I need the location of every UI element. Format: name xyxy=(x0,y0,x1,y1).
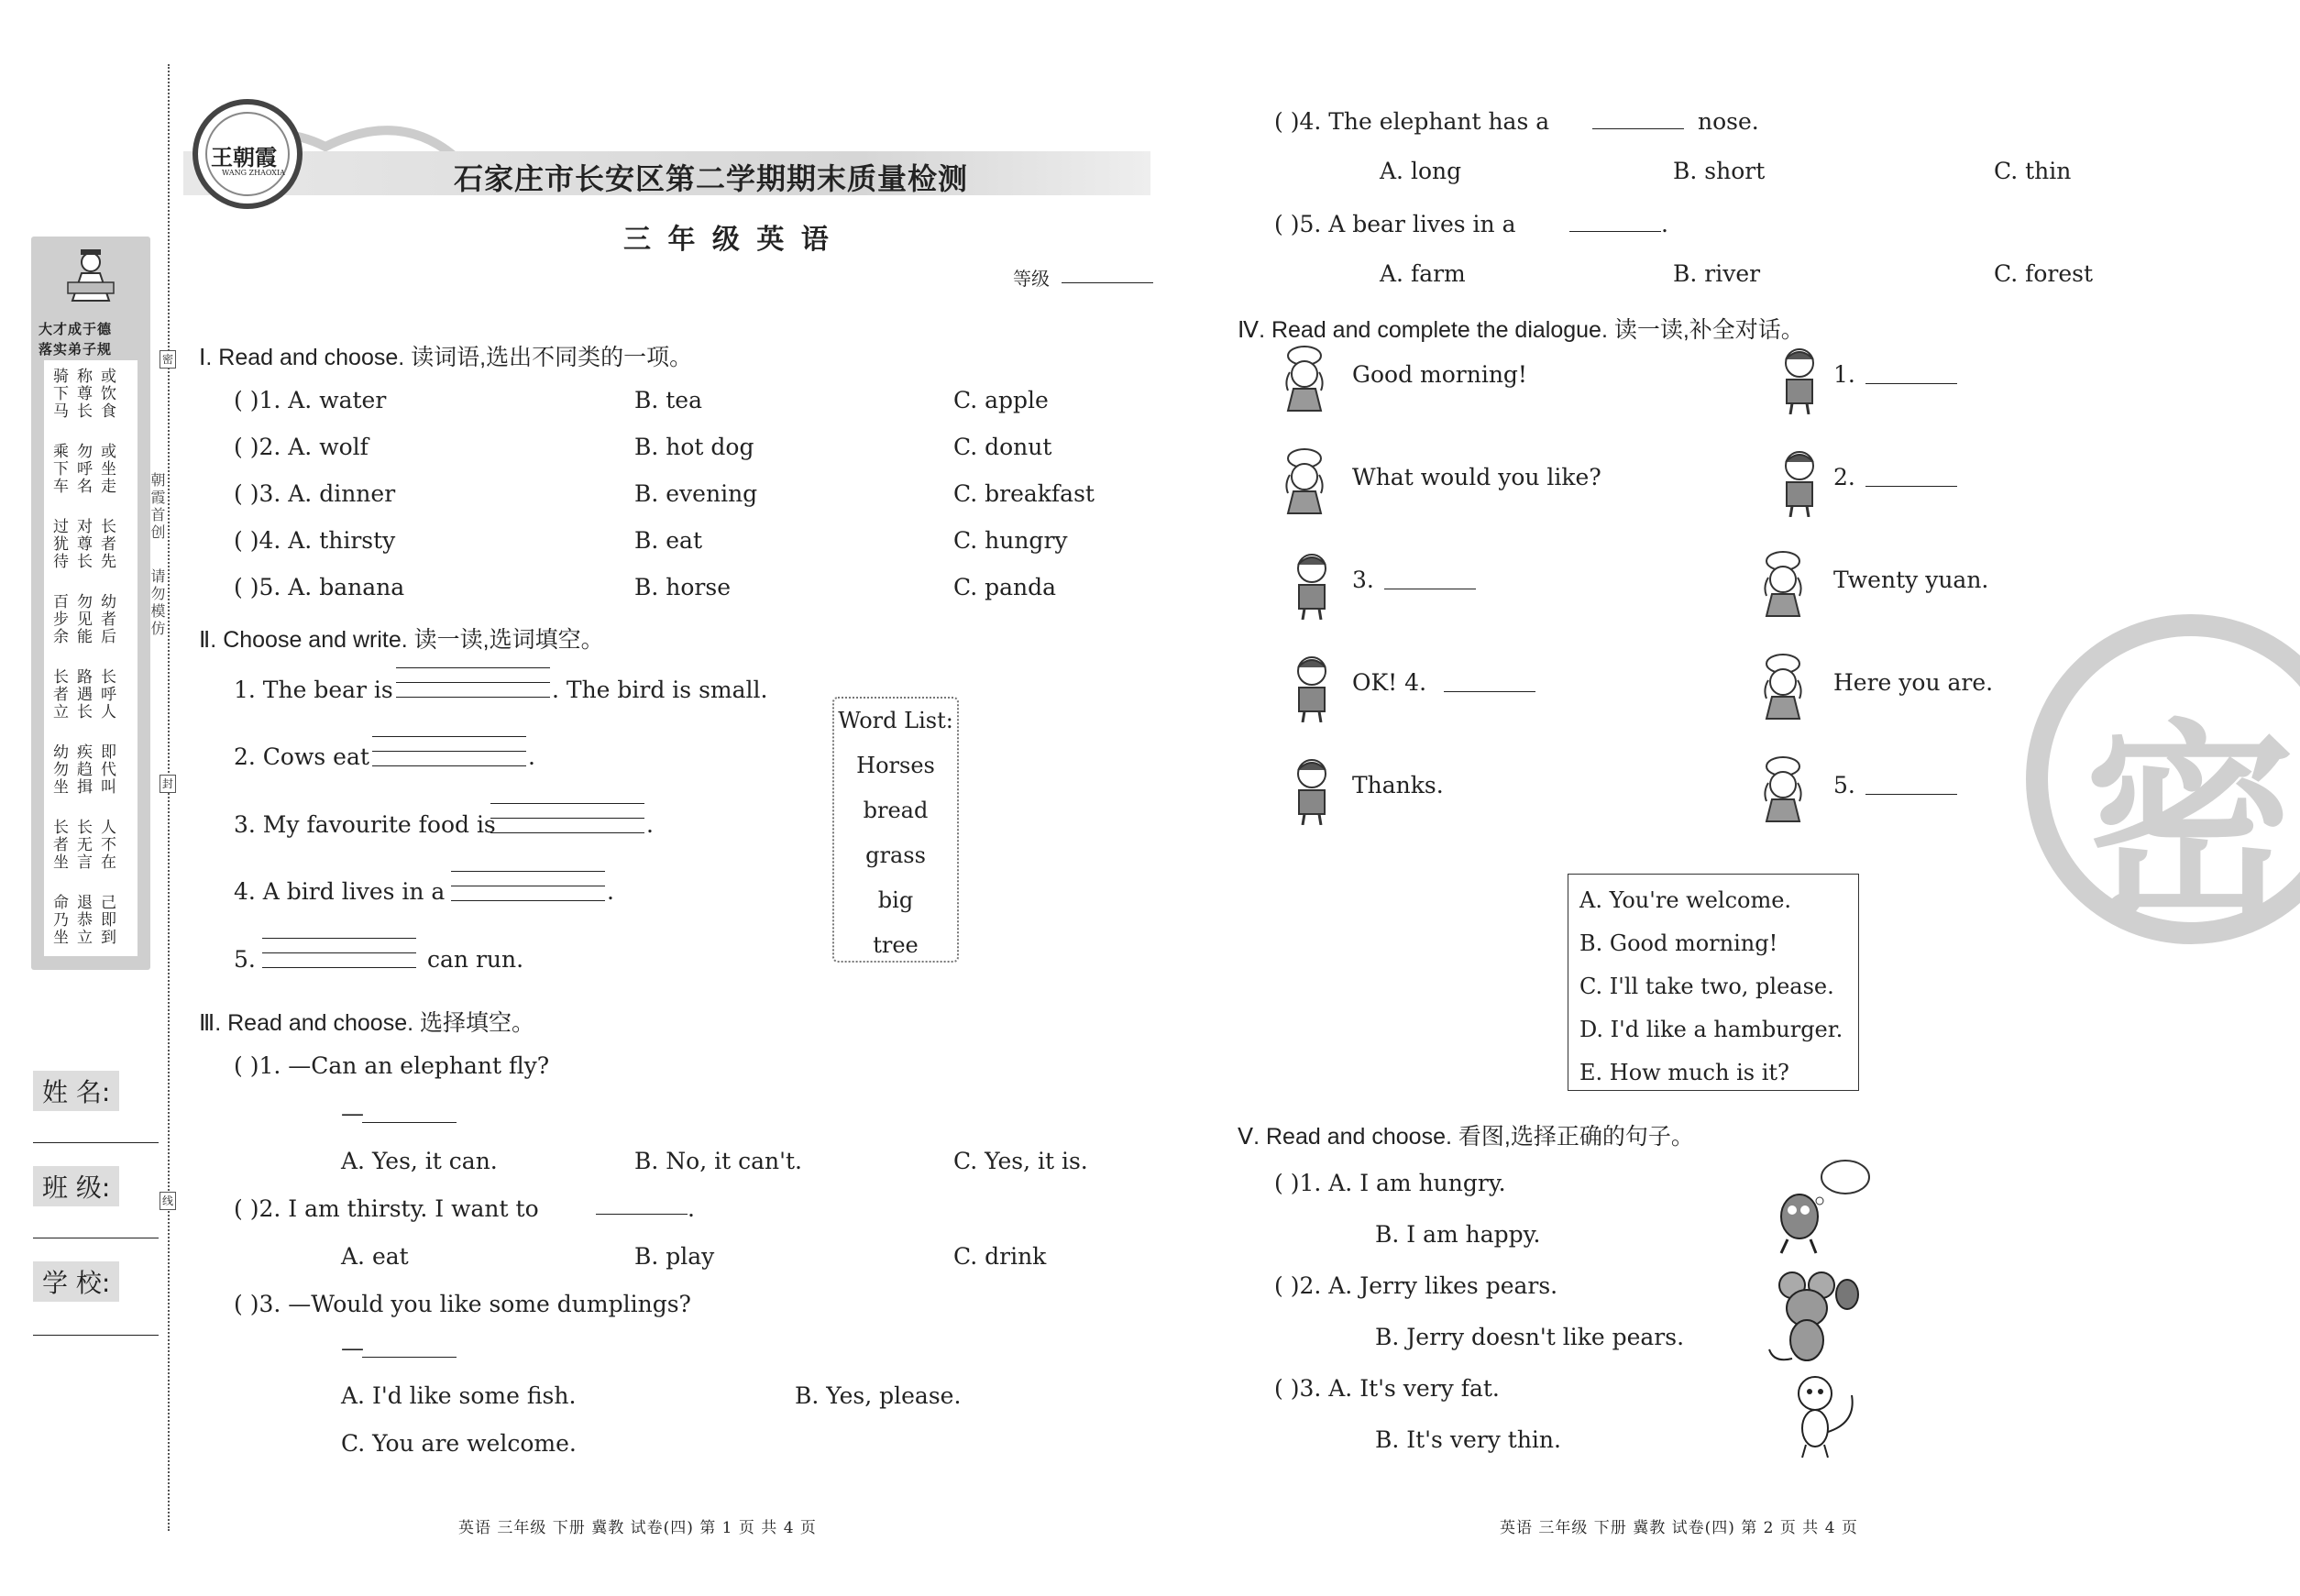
s3-q2-stem: ( )2. I am thirsty. I want to xyxy=(234,1195,539,1222)
boy-speaker-icon xyxy=(1776,447,1823,521)
rule-cell: 过犹待 xyxy=(50,518,68,570)
s2-q5-blank[interactable] xyxy=(262,938,416,968)
word-list-box xyxy=(832,697,959,963)
s1-q3-c: C. breakfast xyxy=(953,480,1095,507)
vertical-note-1: 朝霞首创 xyxy=(149,472,166,542)
brand-name: 王朝霞 xyxy=(211,144,277,171)
word-list-item: big xyxy=(877,887,914,913)
word-list-title: Word List: xyxy=(838,708,953,733)
s3-q5-stem: ( )5. A bear lives in a xyxy=(1274,211,1516,237)
s1-q4-c: C. hungry xyxy=(953,527,1068,554)
section-4-title: Ⅳ. Read and complete the dialogue. 读一读,补全对话。 xyxy=(1238,317,1804,343)
rule-cell: 称尊长 xyxy=(73,368,92,420)
name-label: 姓 名: xyxy=(33,1071,119,1111)
s1-q1-a: ( )1. A. water xyxy=(234,387,387,413)
rule-cell: 勿见能 xyxy=(73,593,92,645)
s2-q2-blank[interactable] xyxy=(372,736,526,766)
dialogue-options-box xyxy=(1568,874,1859,1091)
s2-q2-post: . xyxy=(528,743,535,770)
s5-q2-a: ( )2. A. Jerry likes pears. xyxy=(1274,1272,1558,1299)
rule-cell: 幼者后 xyxy=(97,593,116,645)
s1-q2-b: B. hot dog xyxy=(634,434,754,460)
rule-cell: 骑下马 xyxy=(50,368,68,420)
rule-cell: 对尊长 xyxy=(73,518,92,570)
s1-q5-b: B. horse xyxy=(634,574,731,600)
girl-speaker-icon xyxy=(1755,653,1812,726)
rule-cell: 长无言 xyxy=(73,819,92,871)
rules-columns xyxy=(50,368,116,958)
s3-q1-c: C. Yes, it is. xyxy=(953,1148,1088,1174)
footer-left: 英语 三年级 下册 冀教 试卷(四) 第 1 页 共 4 页 xyxy=(458,1519,817,1537)
exam-subtitle: 三 年 级 英 语 xyxy=(623,224,832,256)
s3-q4-stem: ( )4. The elephant has a xyxy=(1274,108,1550,135)
s3-q1-blank[interactable] xyxy=(362,1122,457,1123)
s2-q4-blank[interactable] xyxy=(451,871,605,901)
rule-cell: 人不在 xyxy=(97,819,116,871)
dialogue-line-right: 1. xyxy=(1833,361,1855,388)
vertical-note-2: 请勿模仿 xyxy=(149,568,166,638)
girl-speaker-icon xyxy=(1755,755,1812,829)
seal-stamp-icon xyxy=(2026,614,2300,948)
s2-q4-post: . xyxy=(607,878,614,905)
brand-logo xyxy=(193,99,303,209)
class-label: 班 级: xyxy=(33,1166,119,1206)
s3-q4-a: A. long xyxy=(1380,158,1462,184)
binding-dotted-line xyxy=(168,64,170,1531)
dialogue-option: A. You're welcome. xyxy=(1579,887,1792,913)
rule-column xyxy=(97,368,116,958)
word-list-item: Horses xyxy=(856,753,935,778)
s3-q3-c: C. You are welcome. xyxy=(341,1430,577,1457)
grade-label: 等级 xyxy=(1013,268,1050,290)
s1-q3-b: B. evening xyxy=(634,480,758,507)
s3-q2-a: A. eat xyxy=(341,1243,409,1270)
rule-cell: 勿呼名 xyxy=(73,443,92,495)
s1-q5-c: C. panda xyxy=(953,574,1057,600)
s3-q5-post: . xyxy=(1661,211,1668,237)
rule-cell: 退恭立 xyxy=(73,894,92,946)
word-list-item: grass xyxy=(865,842,926,868)
motto-line-1: 大才成于德 xyxy=(39,321,113,337)
s3-q3-blank[interactable] xyxy=(362,1357,457,1358)
s3-q5-b: B. river xyxy=(1673,260,1761,287)
s3-q1-stem: ( )1. —Can an elephant fly? xyxy=(234,1052,550,1079)
boy-speaker-icon xyxy=(1288,550,1336,623)
dialogue-line-right: 2. xyxy=(1833,464,1855,490)
s1-q4-a: ( )4. A. thirsty xyxy=(234,527,396,554)
dialogue-blank[interactable] xyxy=(1865,383,1957,384)
s2-q1-blank[interactable] xyxy=(396,667,550,698)
s3-q3-a: A. I'd like some fish. xyxy=(341,1382,577,1409)
s3-q5-c: C. forest xyxy=(1994,260,2094,287)
rule-cell: 长者坐 xyxy=(50,819,68,871)
s1-q2-c: C. donut xyxy=(953,434,1052,460)
name-field[interactable] xyxy=(33,1142,159,1143)
s2-q2-pre: 2. Cows eat xyxy=(234,743,369,770)
school-field[interactable] xyxy=(33,1335,159,1336)
rule-cell: 乘下车 xyxy=(50,443,68,495)
rule-column xyxy=(73,368,92,958)
boy-speaker-icon xyxy=(1288,653,1336,726)
stamp-char: 密 xyxy=(2085,703,2296,948)
rules-panel xyxy=(44,360,138,956)
dialogue-blank[interactable] xyxy=(1865,486,1957,487)
dialogue-line-left: Good morning! xyxy=(1352,361,1527,388)
motto-line-2: 落实弟子规 xyxy=(39,341,113,358)
s3-q1-dash: — xyxy=(341,1100,364,1127)
s2-q3-blank[interactable] xyxy=(490,803,644,833)
rule-cell: 长者先 xyxy=(97,518,116,570)
rule-cell: 即代叫 xyxy=(97,743,116,796)
s3-q4-c: C. thin xyxy=(1994,158,2072,184)
s3-q2-post: . xyxy=(688,1195,695,1222)
word-list-item: bread xyxy=(863,798,929,823)
s5-q3-a: ( )3. A. It's very fat. xyxy=(1274,1375,1500,1402)
s2-q3-pre: 3. My favourite food is xyxy=(234,811,496,838)
grade-field[interactable] xyxy=(1062,282,1153,283)
seal-mark-xian: 线 xyxy=(160,1192,176,1210)
dialogue-option: D. I'd like a hamburger. xyxy=(1579,1017,1843,1042)
s3-q2-blank[interactable] xyxy=(596,1214,688,1215)
boy-speaker-icon xyxy=(1288,755,1336,829)
brand-sub: WANG ZHAOXIA xyxy=(222,169,285,177)
s1-q5-a: ( )5. A. banana xyxy=(234,574,405,600)
s3-q4-b: B. short xyxy=(1673,158,1766,184)
s5-q2-b: B. Jerry doesn't like pears. xyxy=(1375,1324,1685,1350)
dialogue-line-right: Twenty yuan. xyxy=(1833,567,1989,593)
s3-q5-blank[interactable] xyxy=(1569,231,1661,232)
s3-q4-blank[interactable] xyxy=(1592,128,1684,129)
s1-q1-b: B. tea xyxy=(634,387,703,413)
girl-speaker-icon xyxy=(1277,345,1334,418)
character-hungry-picture-icon xyxy=(1765,1157,1875,1261)
sidebar-panel xyxy=(31,237,150,970)
dialogue-blank[interactable] xyxy=(1865,794,1957,795)
exam-title: 石家庄市长安区第二学期期末质量检测 xyxy=(454,162,969,195)
girl-speaker-icon xyxy=(1277,447,1334,521)
s1-q3-a: ( )3. A. dinner xyxy=(234,480,396,507)
s3-q3-stem: ( )3. —Would you like some dumplings? xyxy=(234,1291,691,1317)
s5-q1-a: ( )1. A. I am hungry. xyxy=(1274,1170,1506,1196)
s2-q1-post: . The bird is small. xyxy=(552,677,768,703)
s1-q2-a: ( )2. A. wolf xyxy=(234,434,369,460)
s2-q1-pre: 1. The bear is xyxy=(234,677,393,703)
rule-column xyxy=(50,368,68,958)
section-2-title: Ⅱ. Choose and write. 读一读,选词填空。 xyxy=(199,627,604,653)
monkey-picture-icon xyxy=(1778,1368,1870,1463)
dialogue-option: E. How much is it? xyxy=(1579,1060,1789,1085)
rule-cell: 百步余 xyxy=(50,593,68,645)
section-1-title: Ⅰ. Read and choose. 读词语,选出不同类的一项。 xyxy=(199,345,693,370)
rule-cell: 路遇长 xyxy=(73,668,92,721)
rule-cell: 长者立 xyxy=(50,668,68,721)
seal-mark-feng: 封 xyxy=(160,775,176,793)
s3-q3-dash: — xyxy=(341,1335,364,1361)
s3-q1-a: A. Yes, it can. xyxy=(341,1148,498,1174)
footer-right: 英语 三年级 下册 冀教 试卷(四) 第 2 页 共 4 页 xyxy=(1500,1519,1858,1537)
s2-q5-post: can run. xyxy=(427,946,524,973)
s5-q1-b: B. I am happy. xyxy=(1375,1221,1541,1248)
s3-q3-b: B. Yes, please. xyxy=(795,1382,962,1409)
dialogue-line-left: OK! 4. xyxy=(1352,669,1427,696)
dialogue-line-right: 5. xyxy=(1833,772,1855,798)
girl-speaker-icon xyxy=(1755,550,1812,623)
dialogue-option: B. Good morning! xyxy=(1579,930,1778,956)
s2-q3-post: . xyxy=(646,811,654,838)
section-3-title: Ⅲ. Read and choose. 选择填空。 xyxy=(199,1010,535,1036)
seal-mark-mi: 密 xyxy=(160,350,176,369)
rule-cell: 长呼人 xyxy=(97,668,116,721)
s2-q4-pre: 4. A bird lives in a xyxy=(234,878,446,905)
rule-cell: 疾趋揖 xyxy=(73,743,92,796)
word-list-item: tree xyxy=(873,932,919,958)
s3-q2-b: B. play xyxy=(634,1243,715,1270)
dialogue-option: C. I'll take two, please. xyxy=(1579,974,1834,999)
jerry-mouse-picture-icon xyxy=(1765,1267,1865,1371)
rule-cell: 或饮食 xyxy=(97,368,116,420)
dialogue-line-left: 3. xyxy=(1352,567,1374,593)
boy-speaker-icon xyxy=(1776,345,1823,418)
s3-q2-c: C. drink xyxy=(953,1243,1047,1270)
dialogue-line-left: What would you like? xyxy=(1352,464,1601,490)
s5-q3-b: B. It's very thin. xyxy=(1375,1426,1561,1453)
dialogue-line-left: Thanks. xyxy=(1352,772,1444,798)
rule-cell: 或坐走 xyxy=(97,443,116,495)
s3-q4-post: nose. xyxy=(1698,108,1759,135)
s3-q5-a: A. farm xyxy=(1380,260,1466,287)
s2-q5-pre: 5. xyxy=(234,946,256,973)
s1-q4-b: B. eat xyxy=(634,527,703,554)
rule-cell: 幼勿坐 xyxy=(50,743,68,796)
school-label: 学 校: xyxy=(33,1261,119,1302)
rule-cell: 己即到 xyxy=(97,894,116,946)
dialogue-line-right: Here you are. xyxy=(1833,669,1994,696)
section-5-title: Ⅴ. Read and choose. 看图,选择正确的句子。 xyxy=(1238,1124,1694,1150)
rule-cell: 命乃坐 xyxy=(50,894,68,946)
s1-q1-c: C. apple xyxy=(953,387,1049,413)
scholar-figure-icon xyxy=(59,246,123,314)
s3-q1-b: B. No, it can't. xyxy=(634,1148,802,1174)
dialogue-blank[interactable] xyxy=(1444,691,1535,692)
